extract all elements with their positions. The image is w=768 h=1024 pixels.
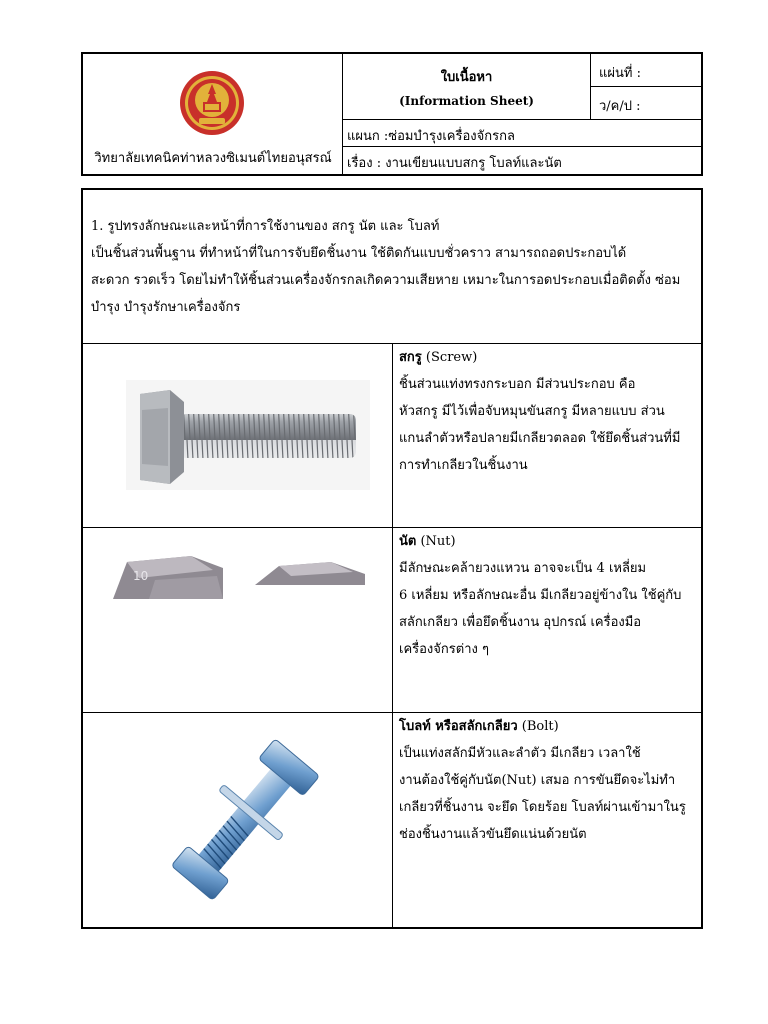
header-table bbox=[81, 52, 703, 176]
intro-line: บำรุง บำรุงรักษาเครื่องจักร bbox=[91, 300, 241, 315]
bolt-line: ช่องชิ้นงานแล้วขันยึดแน่นด้วยนัต bbox=[399, 827, 587, 842]
title-cell bbox=[343, 54, 591, 120]
college-name: วิทยาลัยเทคนิคท่าหลวงซิเมนต์ไทยอนุสรณ์ bbox=[94, 151, 332, 166]
nut-description bbox=[399, 528, 695, 663]
nut-line: มีลักษณะคล้ายวงแหวน อาจจะเป็น 4 เหลี่ยม bbox=[399, 561, 647, 576]
college-logo bbox=[179, 70, 245, 136]
nut-image bbox=[109, 550, 369, 606]
logo-cell bbox=[83, 54, 343, 174]
department: แผนก :ซ่อมบำรุงเครื่องจักรกล bbox=[343, 120, 701, 147]
topic: เรื่อง : งานเขียนแบบสกรู โบลท์และนัต bbox=[347, 156, 562, 171]
vdp-code: ว/ค/ป : bbox=[591, 87, 701, 120]
nut-title: นัต bbox=[399, 534, 417, 549]
screw-description bbox=[399, 344, 695, 479]
screw-line: หัวสกรู มีไว้เพื่อจับหมุนขันสกรู มีหลายแบบ ส่วน bbox=[399, 404, 665, 419]
title-english: (Information Sheet) bbox=[399, 94, 534, 108]
screw-title: สกรู bbox=[399, 350, 422, 365]
sheet-number: แผ่นที่ : bbox=[591, 54, 701, 87]
bolt-title-en: (Bolt) bbox=[517, 719, 559, 734]
screw-line: แกนลำตัวหรือปลายมีเกลียวตลอด ใช้ยึดชิ้นส่วนที่มี bbox=[399, 431, 681, 446]
intro-line: 1. รูปทรงลักษณะและหน้าที่การใช้งานของ สกรู นัต และ โบลท์ bbox=[91, 219, 440, 234]
nut-title-en: (Nut) bbox=[416, 534, 456, 549]
intro-line: สะดวก รวดเร็ว โดยไม่ทำให้ชิ้นส่วนเครื่องจักรกลเกิดความเสียหาย เหมาะในการอดประกอบเมื่อติดตั้ง ซ่อม bbox=[91, 273, 681, 288]
nut-line: เครื่องจักรต่าง ๆ bbox=[399, 642, 489, 657]
title-thai: ใบเนื้อหา bbox=[440, 70, 493, 85]
intro-line: เป็นชิ้นส่วนพื้นฐาน ที่ทำหน้าที่ในการจับยึดชิ้นงาน ใช้ติดกันแบบชั่วคราว สามารถถอดประกอบได้ bbox=[91, 246, 627, 261]
bolt-description bbox=[399, 713, 695, 848]
nut-heading bbox=[399, 528, 695, 555]
nut-mark: 10 bbox=[133, 569, 149, 583]
screw-title-en: (Screw) bbox=[421, 350, 478, 365]
intro-text bbox=[91, 213, 695, 321]
screw-image bbox=[126, 380, 370, 490]
screw-line: การทำเกลียวในชิ้นงาน bbox=[399, 458, 528, 473]
bolt-line: เกลียวที่ชิ้นงาน จะยึด โดยร้อย โบลท์ผ่านเข้ามาในรู bbox=[399, 800, 686, 815]
screw-heading bbox=[399, 344, 695, 371]
column-divider bbox=[392, 343, 393, 927]
nut-line: สลักเกลียว เพื่อยึดชิ้นงาน อุปกรณ์ เครื่องมือ bbox=[399, 615, 642, 630]
nut-line: 6 เหลี่ยม หรือลักษณะอื่น มีเกลียวอยู่ข้างใน ใช้คู่กับ bbox=[399, 588, 682, 603]
screw-line: ชิ้นส่วนแท่งทรงกระบอก มีส่วนประกอบ คือ bbox=[399, 377, 636, 392]
bolt-heading bbox=[399, 713, 695, 740]
bolt-line: งานต้องใช้คู่กับนัต(Nut) เสมอ การขันยึดจะไม่ทำ bbox=[399, 773, 676, 788]
bolt-image bbox=[167, 736, 321, 906]
content-table bbox=[81, 188, 703, 929]
bolt-line: เป็นแท่งสลักมีหัวและลำตัว มีเกลียว เวลาใช้ bbox=[399, 746, 641, 761]
bolt-title: โบลท์ หรือสลักเกลียว bbox=[399, 719, 518, 734]
